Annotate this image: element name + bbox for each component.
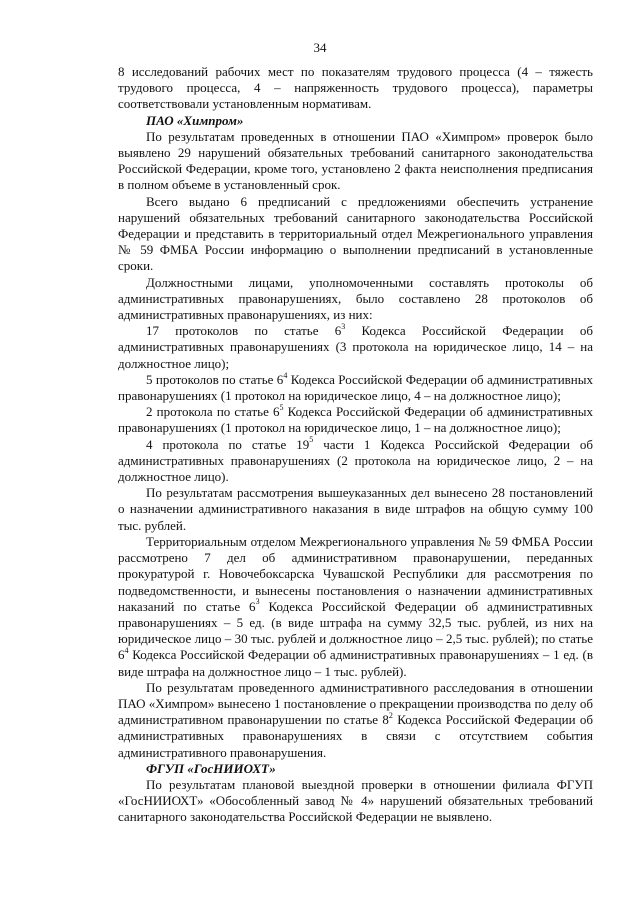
paragraph (118, 777, 593, 826)
article-superscript: 2 (388, 710, 393, 720)
text-segment: 4 протокола по статье 19 (146, 436, 310, 452)
text-segment: По результатам рассмотрения вышеуказанных дел вынесено 28 постановлений о назначении административного наказания в виде штрафов на общую сумму 100 тыс. рублей. (118, 485, 593, 533)
text-segment: 17 протоколов по статье 6 (146, 323, 342, 339)
text-segment: Кодекса Российской Федерации об административных правонарушениях (1 протокол на юридическое лицо, 1 – на должностное лицо); (118, 404, 594, 436)
text-segment: По результатам проведенных в отношении ПАО «Химпром» проверок было выявлено 29 нарушений обязательных требований санитарного законодательства Российской Федерации, кроме того, установлено 2 факта неисполнения предписания в полном объеме в установленный срок. (118, 128, 593, 193)
text-segment: Должностными лицами, уполномоченными составлять протоколы об административных правонарушениях, было составлено 28 протоколов об административных правонарушениях, из них: (118, 274, 593, 323)
article-superscript: 5 (279, 402, 284, 412)
paragraph (118, 680, 593, 761)
text-segment: части 1 Кодекса Российской Федерации об административных правонарушениях (2 протокола на юридическое лицо, 2 – на должностное лицо). (118, 436, 593, 485)
paragraph (118, 404, 593, 436)
page-number: 34 (313, 40, 327, 55)
section-heading (118, 761, 593, 777)
article-superscript: 4 (124, 645, 129, 655)
paragraph (118, 485, 593, 534)
text-segment: ПАО «Химпром» (146, 112, 244, 128)
text-segment: По результатам проведенного административного расследования в отношении ПАО «Химпром» вынесено 1 постановление о прекращении производства по делу об административном правонарушении по статье 8 (118, 679, 593, 728)
paragraph (118, 372, 593, 404)
article-superscript: 3 (341, 321, 346, 331)
text-segment: Территориальным отделом Межрегионального управления № 59 ФМБА России рассмотрено 7 дел об административном правонарушении, переданных прокуратурой г. Новочебоксарска Чувашской Республики для рассмотрения по подведомственности, и вынесены постановления о назначении административных наказаний по статье 6 (118, 533, 593, 614)
article-superscript: 5 (309, 435, 314, 445)
text-segment: Кодекса Российской Федерации об административных правонарушениях (3 протокола на юридическое лицо, 14 – на должностное лицо); (118, 323, 593, 371)
paragraph (118, 323, 593, 372)
paragraph (118, 437, 593, 486)
article-superscript: 4 (283, 370, 288, 380)
text-segment: Кодекса Российской Федерации об административных правонарушениях – 1 ед. (в виде штрафа на должностное лицо – 1 тыс. рублей). (118, 647, 593, 679)
text-segment: Кодекса Российской Федерации об административных правонарушениях (1 протокол на юридическое лицо, 4 – на должностное лицо); (118, 371, 593, 404)
text-segment: 5 протоколов по статье 6 (146, 371, 284, 387)
paragraph (118, 129, 593, 194)
paragraph (118, 64, 593, 113)
article-superscript: 3 (255, 597, 260, 607)
text-segment: Кодекса Российской Федерации об административных правонарушениях – 5 ед. (в виде штрафа на сумму 32,5 тыс. рублей, из них на юридическое лицо – 30 тыс. рублей и должностное лицо – 2,5 тыс. рублей); по статье 6 (118, 598, 593, 663)
text-segment: По результатам плановой выездной проверки в отношении филиала ФГУП «ГосНИИОХТ» «Обособленный завод № 4» нарушений обязательных требований санитарного законодательства Российской Федерации не выявлено. (118, 776, 593, 825)
text-segment: Всего выдано 6 предписаний с предложениями обеспечить устранение нарушений обязательных требований санитарного законодательства Российской Федерации и представить в территориальный отдел Межрегионального управления № 59 ФМБА России информацию о выполнении предписаний в установленные сроки. (118, 193, 593, 274)
paragraph (118, 275, 593, 324)
text-segment: 2 протокола по статье 6 (146, 404, 280, 420)
text-segment: 8 исследований рабочих мест по показателям трудового процесса (4 – тяжесть трудового процесса, 4 – напряженность трудового процесса), параметры соответствовали установленным нормативам. (118, 64, 593, 112)
text-segment: ФГУП «ГосНИИОХТ» (146, 760, 276, 776)
text-segment: Кодекса Российской Федерации об административных правонарушениях в связи с отсутствием события административного правонарушения. (118, 712, 593, 760)
paragraph (118, 534, 593, 680)
paragraph (118, 194, 593, 275)
section-heading (118, 113, 593, 129)
document-body (118, 64, 593, 826)
